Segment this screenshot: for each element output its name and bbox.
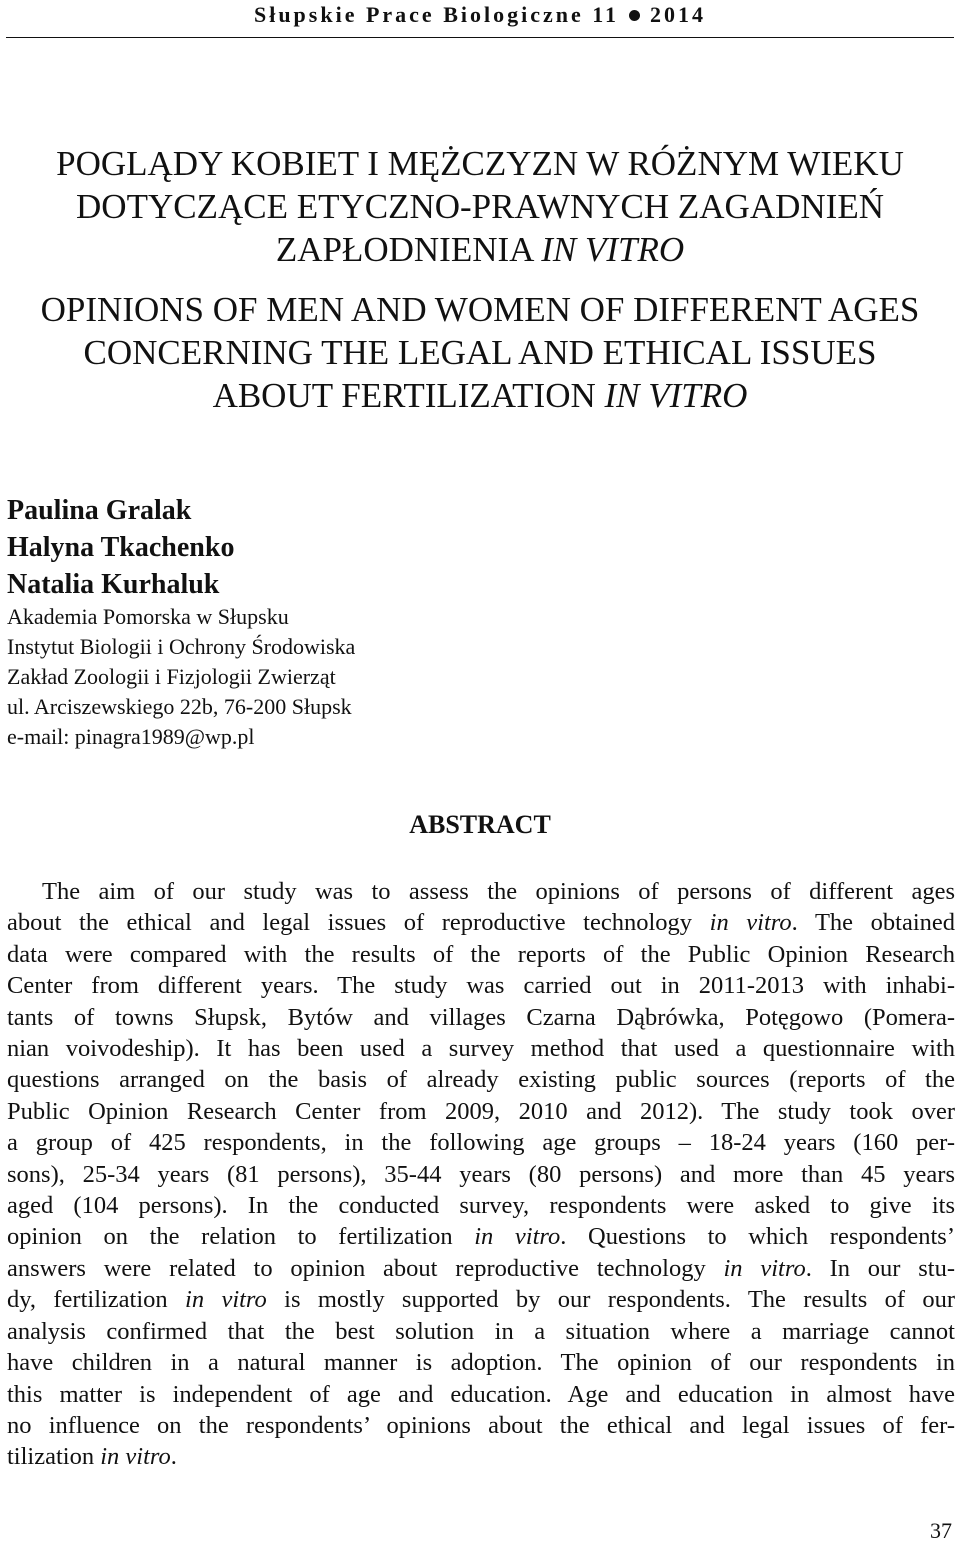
bullet-dot-icon	[629, 10, 640, 21]
journal-year: 2014	[650, 2, 707, 27]
abstract-text: a group of 425 respondents, in the following age groups – 18-24 years (160 per-	[7, 1129, 955, 1157]
abstract-line	[7, 1033, 955, 1064]
abstract-text: . Questions to which respondents’	[560, 1223, 955, 1251]
abstract-body	[7, 876, 955, 1473]
abstract-line	[7, 1379, 955, 1410]
abstract-heading: ABSTRACT	[409, 810, 551, 839]
page-number: 37	[930, 1518, 952, 1543]
header-rule	[6, 37, 954, 38]
abstract-text: sons), 25-34 years (81 persons), 35-44 years (80 persons) and more than 45 years	[7, 1160, 955, 1188]
abstract-line	[7, 1096, 955, 1127]
abstract-text: tilization	[7, 1443, 101, 1471]
abstract-text: . The obtained	[791, 909, 956, 937]
abstract-text: analysis confirmed that the best solution in a situation where a marriage cannot	[7, 1317, 955, 1345]
abstract-text: no influence on the respondents’ opinions about the ethical and legal issues of fer-	[7, 1411, 955, 1439]
abstract-line	[7, 1159, 955, 1190]
abstract-line	[7, 1221, 955, 1252]
affiliation	[7, 602, 355, 752]
abstract-text: questions arranged on the basis of already existing public sources (reports of the	[7, 1066, 955, 1094]
abstract-text: have children in a natural manner is adoption. The opinion of our respondents in	[7, 1349, 955, 1377]
abstract-line	[7, 1002, 955, 1033]
title-en-line-1: OPINIONS OF MEN AND WOMEN OF DIFFERENT AGES	[40, 290, 920, 329]
affiliation-line: Instytut Biologii i Ochrony Środowiska	[7, 634, 356, 659]
abstract-line	[7, 939, 955, 970]
title-pl-line-1: POGLĄDY KOBIET I MĘŻCZYZN W RÓŻNYM WIEKU	[56, 144, 904, 183]
abstract-text: Center from different years. The study was carried out in 2011-2013 with inhabi-	[7, 972, 955, 1000]
abstract-line	[7, 1127, 955, 1158]
abstract-line	[7, 1410, 955, 1441]
running-header	[0, 0, 960, 38]
abstract-line	[7, 1064, 955, 1095]
title-pl-line-3-italic: IN VITRO	[541, 230, 685, 269]
abstract-text: data were compared with the results of the reports of the Public Opinion Research	[7, 940, 955, 968]
abstract-line	[7, 1441, 955, 1472]
author-list	[7, 492, 234, 603]
author-name: Halyna Tkachenko	[7, 532, 235, 563]
affiliation-line: Zakład Zoologii i Fizjologii Zwierząt	[7, 664, 336, 689]
abstract-text: aged (104 persons). In the conducted survey, respondents were asked to give its	[7, 1192, 955, 1220]
author-name: Paulina Gralak	[7, 495, 192, 526]
journal-name: Słupskie Prace Biologiczne 11	[253, 2, 620, 27]
title-en-line-3	[0, 374, 960, 417]
title-polish	[0, 142, 960, 271]
affiliation-line: ul. Arciszewskiego 22b, 76-200 Słupsk	[7, 694, 352, 719]
abstract-text: .	[170, 1443, 177, 1471]
abstract-text: . In our stu-	[805, 1254, 956, 1282]
abstract-text: nian voivodeship). It has been used a survey method that used a questionnaire with	[7, 1035, 955, 1063]
abstract-line	[7, 1284, 955, 1315]
title-en-line-2: CONCERNING THE LEGAL AND ETHICAL ISSUES	[83, 333, 877, 372]
author-name: Natalia Kurhaluk	[7, 569, 220, 600]
abstract-text: is mostly supported by our respondents. The results of our	[266, 1286, 956, 1314]
title-pl-line-3	[0, 228, 960, 271]
abstract-text: The aim of our study was to assess the opinions of persons of different ages	[42, 878, 955, 905]
author-email: e-mail: pinagra1989@wp.pl	[7, 724, 255, 749]
abstract-italic-term: in vitro	[723, 1254, 806, 1282]
title-en-line-3-italic: IN VITRO	[604, 376, 748, 415]
abstract-text: opinion on the relation to fertilization	[7, 1223, 475, 1251]
abstract-text: answers were related to opinion about reproductive technology	[7, 1254, 724, 1282]
abstract-line	[7, 1316, 955, 1347]
abstract-line	[7, 970, 955, 1001]
affiliation-line: Akademia Pomorska w Słupsku	[7, 604, 289, 629]
abstract-italic-term: in vitro	[185, 1286, 267, 1314]
abstract-line	[7, 907, 955, 938]
abstract-line	[7, 1190, 955, 1221]
title-en-line-3-text: ABOUT FERTILIZATION	[212, 376, 605, 415]
abstract-text: Public Opinion Research Center from 2009, 2010 and 2012). The study took over	[7, 1097, 955, 1125]
abstract-text: this matter is independent of age and education. Age and education in almost have	[7, 1380, 955, 1408]
abstract-text: dy, fertilization	[7, 1286, 186, 1314]
abstract-line	[7, 1253, 955, 1284]
abstract-italic-term: in vitro	[474, 1223, 561, 1251]
abstract-line	[7, 876, 955, 907]
title-pl-line-2: DOTYCZĄCE ETYCZNO-PRAWNYCH ZAGADNIEŃ	[76, 187, 884, 226]
title-pl-line-3-text: ZAPŁODNIENIA	[275, 230, 542, 269]
abstract-line	[7, 1347, 955, 1378]
title-english	[0, 288, 960, 417]
abstract-text: about the ethical and legal issues of reproductive technology	[7, 909, 710, 937]
abstract-italic-term: in vitro	[100, 1443, 171, 1471]
abstract-italic-term: in vitro	[709, 909, 792, 937]
abstract-text: tants of towns Słupsk, Bytów and villages Czarna Dąbrówka, Potęgowo (Pomera-	[7, 1003, 955, 1031]
